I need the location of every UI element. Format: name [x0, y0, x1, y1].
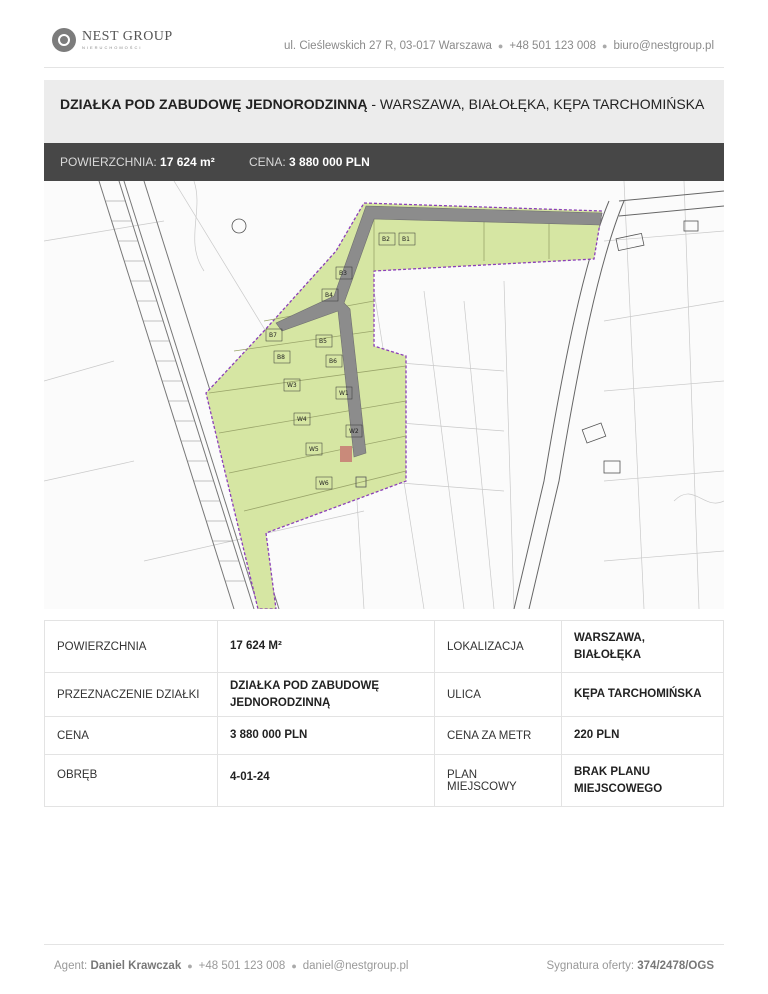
agent-name: Daniel Krawczak [90, 960, 182, 972]
map-label-b6: B6 [329, 358, 337, 365]
map-label-b2: B2 [382, 236, 390, 243]
plot-map-image [44, 181, 724, 609]
map-label-w4: W4 [297, 416, 307, 423]
map-label-b7: B7 [269, 332, 277, 339]
price-bar [44, 143, 724, 181]
agent-info [54, 960, 408, 972]
spec-value: KĘPA TARCHOMIŃSKA [562, 673, 724, 717]
logo-icon [52, 28, 76, 52]
page-header [44, 22, 724, 64]
spec-label: OBRĘB [45, 755, 218, 807]
specs-row [45, 717, 724, 755]
header-contact [284, 40, 714, 52]
offer-reference [546, 960, 714, 972]
separator-dot-icon: ● [187, 961, 193, 971]
spec-value: BRAK PLANU MIEJSCOWEGO [562, 755, 724, 807]
map-label-b5: B5 [319, 338, 327, 345]
price-label: CENA: [249, 155, 286, 169]
spec-value: 17 624 M² [218, 621, 435, 673]
footer-divider [44, 944, 724, 945]
listing-title [60, 94, 708, 115]
map-label-w5: W5 [309, 446, 319, 453]
separator-dot-icon: ● [291, 961, 297, 971]
spec-value: 3 880 000 PLN [218, 717, 435, 755]
map-label-w6: W6 [319, 480, 329, 487]
spec-label: LOKALIZACJA [435, 621, 562, 673]
header-divider [44, 67, 724, 68]
spec-label: ULICA [435, 673, 562, 717]
price-summary [249, 143, 370, 181]
agent-email[interactable]: daniel@nestgroup.pl [302, 960, 409, 972]
agent-phone[interactable]: +48 501 123 008 [198, 960, 286, 972]
separator-dot-icon: ● [497, 41, 504, 51]
area-value: 17 624 m² [160, 155, 215, 169]
logo-name: NEST GROUP [82, 29, 173, 44]
spec-label: PLAN MIEJSCOWY [435, 755, 562, 807]
map-label-b1: B1 [402, 236, 410, 243]
area-summary [60, 155, 215, 169]
map-label-w3: W3 [287, 382, 297, 389]
plot-map-svg [44, 181, 724, 609]
map-label-b8: B8 [277, 354, 285, 361]
spec-value: DZIAŁKA POD ZABUDOWĘ JEDNORODZINNĄ [218, 673, 435, 717]
separator-dot-icon: ● [602, 41, 608, 51]
listing-title-box [44, 80, 724, 143]
spec-value: WARSZAWA, BIAŁOŁĘKA [562, 621, 724, 673]
map-label-w1: W1 [339, 390, 349, 397]
specs-row [45, 755, 724, 807]
map-label-b4: B4 [325, 292, 333, 299]
listing-title-bold: DZIAŁKA POD ZABUDOWĘ JEDNORODZINNĄ [60, 96, 368, 112]
offer-ref-label: Sygnatura oferty: [546, 960, 635, 972]
spec-label: POWIERZCHNIA [45, 621, 218, 673]
specs-row [45, 673, 724, 717]
map-label-w2: W2 [349, 428, 359, 435]
agent-label: Agent: [54, 960, 88, 972]
company-email[interactable]: biuro@nestgroup.pl [613, 40, 714, 52]
map-label-b3: B3 [339, 270, 347, 277]
spec-value: 4-01-24 [218, 755, 435, 807]
spec-label: CENA [45, 717, 218, 755]
offer-ref-value: 374/2478/OGS [637, 960, 714, 972]
listing-title-location: - WARSZAWA, BIAŁOŁĘKA, KĘPA TARCHOMIŃSKA [367, 96, 705, 112]
company-address: ul. Cieślewskich 27 R, 03-017 Warszawa [283, 40, 492, 52]
spec-label: PRZEZNACZENIE DZIAŁKI [45, 673, 218, 717]
company-phone[interactable]: +48 501 123 008 [509, 40, 597, 52]
specs-table [44, 620, 724, 807]
price-value: 3 880 000 PLN [289, 155, 370, 169]
logo-tagline: NIERUCHOMOŚCI [82, 45, 143, 50]
area-label: POWIERZCHNIA: [60, 155, 157, 169]
spec-value: 220 PLN [562, 717, 724, 755]
company-logo [52, 28, 173, 52]
spec-label: CENA ZA METR [435, 717, 562, 755]
specs-row [45, 621, 724, 673]
